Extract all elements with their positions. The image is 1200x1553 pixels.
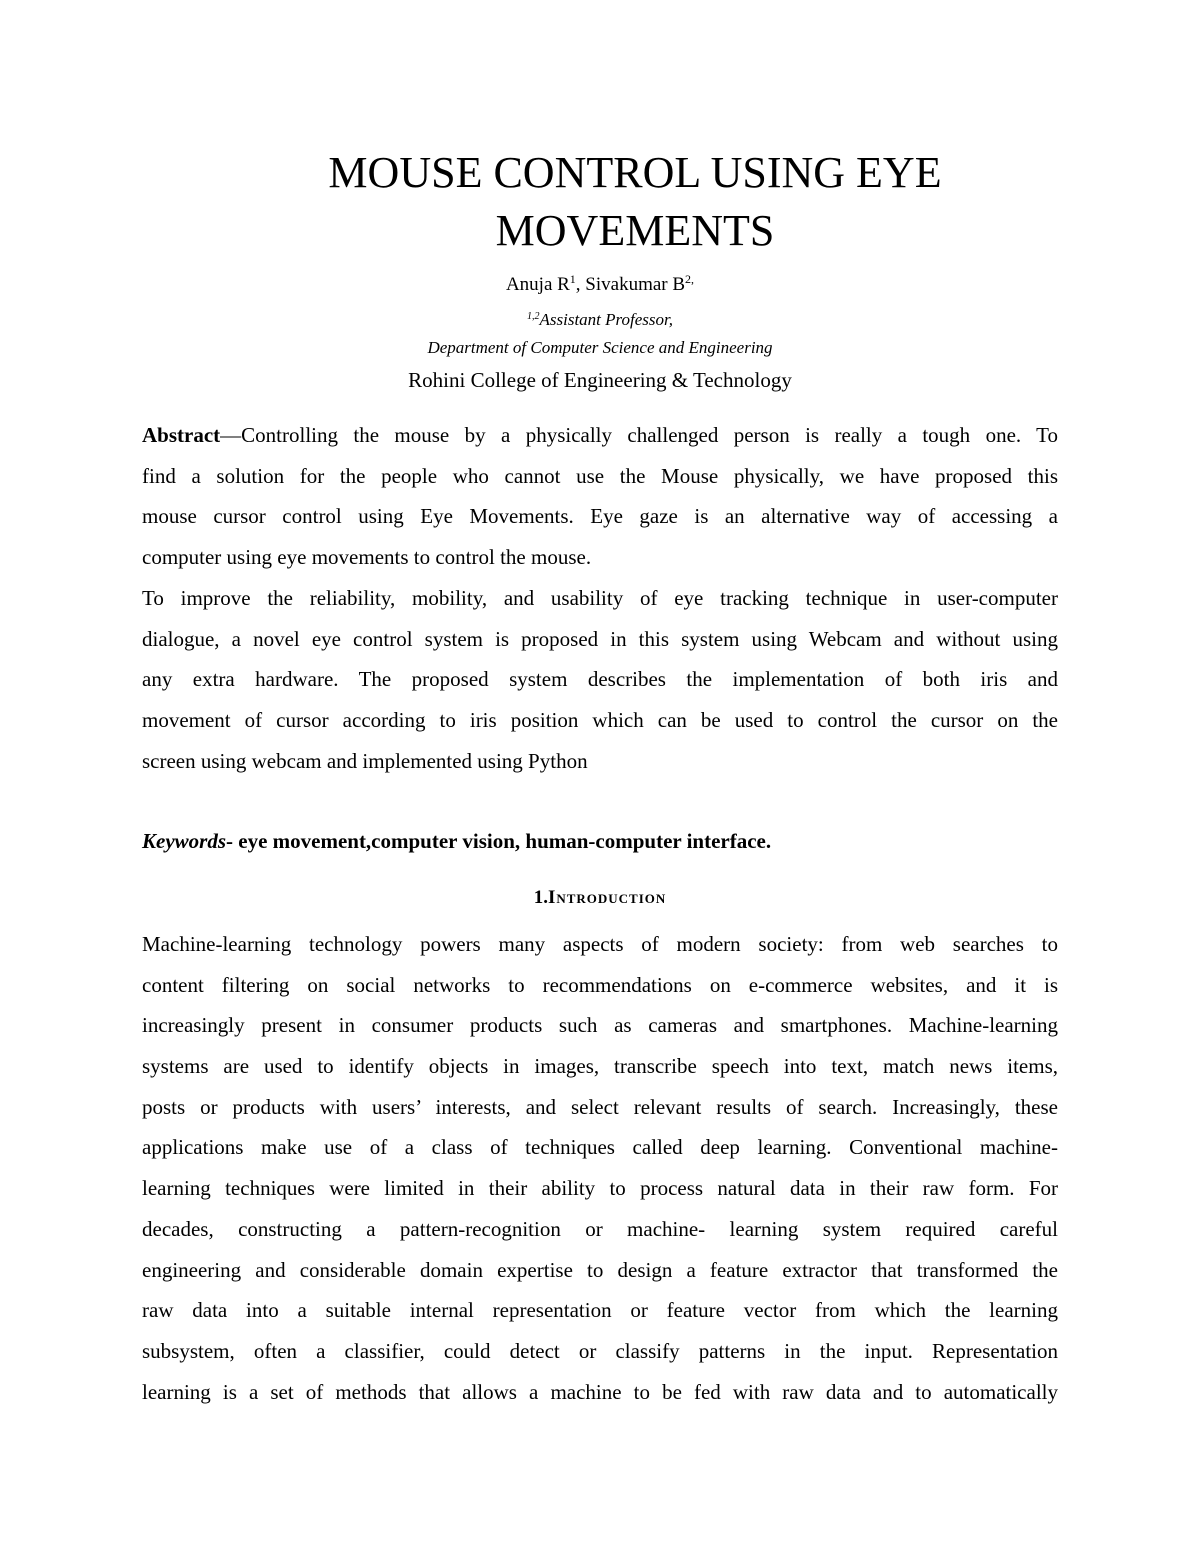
author-2-affiliation-mark: 2, (685, 272, 695, 286)
intro-line: applications make use of a class of techniques called deep learning. Conventional machine- (142, 1135, 1058, 1160)
abstract-line-2: find a solution for the people who cannot use the Mouse physically, we have proposed this (142, 463, 1058, 488)
abstract-line-3: mouse cursor control using Eye Movements. Eye gaze is an alternative way of accessing a (142, 504, 1058, 529)
intro-line: learning techniques were limited in their ability to process natural data in their raw form. For (142, 1176, 1058, 1201)
abstract2-line-4: movement of cursor according to iris position which can be used to control the cursor on the (142, 708, 1058, 733)
abstract-line-1-text: —Controlling the mouse by a physically challenged person is really a tough one. To (220, 423, 1058, 447)
section-number: 1. (533, 887, 548, 908)
abstract-paragraph-2 (142, 578, 1058, 781)
department: Department of Computer Science and Engineering (427, 338, 773, 357)
abstract2-line-2: dialogue, a novel eye control system is proposed in this system using Webcam and without using (142, 626, 1058, 651)
paper-title-line-2: MOVEMENTS (495, 206, 775, 255)
author-role (0, 309, 1200, 331)
role-text: Assistant Professor, (539, 310, 673, 329)
intro-line: posts or products with users’ interests, and select relevant results of search. Increasingly, these (142, 1094, 1058, 1119)
intro-line: Machine-learning technology powers many aspects of modern society: from web searches to (142, 932, 1058, 956)
author-separator: , (575, 274, 586, 295)
intro-line: systems are used to identify objects in images, transcribe speech into text, match news items, (142, 1054, 1058, 1079)
keywords-text: - eye movement,computer vision, human-computer interface. (226, 829, 772, 853)
section-title: Introduction (547, 887, 667, 908)
intro-line: raw data into a suitable internal representation or feature vector from which the learning (142, 1298, 1058, 1323)
keywords-line (142, 826, 771, 856)
role-affiliation-mark: 1,2 (526, 311, 540, 322)
introduction-paragraph (142, 924, 1058, 1412)
paper-title-line-1: MOUSE CONTROL USING EYE (328, 148, 942, 197)
intro-line: subsystem, often a classifier, could detect or classify patterns in the input. Representation (142, 1338, 1058, 1363)
intro-line: content filtering on social networks to recommendations on e-commerce websites, and it is (142, 972, 1058, 997)
author-2: Sivakumar B (585, 274, 686, 295)
abstract2-line-1: To improve the reliability, mobility, and usability of eye tracking technique in user-computer (142, 586, 1058, 610)
intro-line: decades, constructing a pattern-recognition or machine- learning system required careful (142, 1216, 1058, 1241)
college-name: Rohini College of Engineering & Technology (408, 368, 792, 392)
abstract-label: Abstract (142, 423, 221, 447)
section-heading-introduction (0, 884, 1200, 912)
intro-line: learning is a set of methods that allows a machine to be fed with raw data and to automatically (142, 1379, 1058, 1404)
author-line (0, 272, 1200, 298)
intro-line: engineering and considerable domain expertise to design a feature extractor that transformed the (142, 1257, 1058, 1282)
abstract2-line-5: screen using webcam and implemented using Python (142, 748, 588, 773)
author-1-affiliation-mark: 1 (569, 272, 576, 286)
keywords-label: Keywords (142, 829, 226, 853)
abstract-line-4: computer using eye movements to control the mouse. (142, 545, 592, 570)
abstract-paragraph (142, 415, 1058, 578)
intro-line: increasingly present in consumer products such as cameras and smartphones. Machine-learning (142, 1013, 1058, 1038)
abstract2-line-3: any extra hardware. The proposed system describes the implementation of both iris and (142, 667, 1058, 692)
author-1: Anuja R (505, 274, 570, 295)
abstract-line-1 (142, 415, 1058, 456)
